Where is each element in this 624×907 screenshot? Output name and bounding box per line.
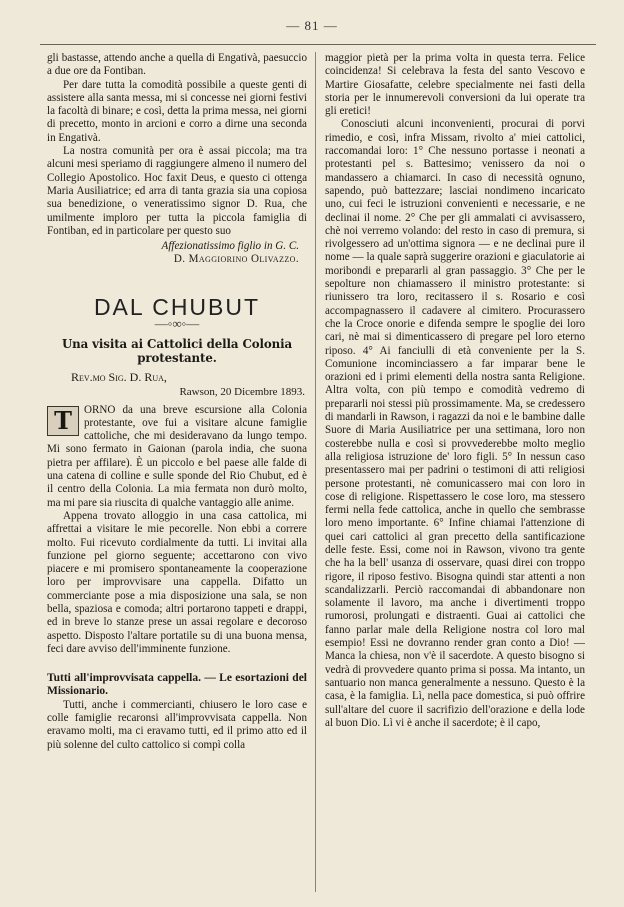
paragraph: Tutti, anche i commercianti, chiusero le loro case e colle famiglie recaronsi all'improvvisata cappella. Non eravamo molti, ma ci eravamo tutti, ed il primo atto ed il più solenne del culto cattolico si compì colla: [47, 698, 307, 751]
letter-signature: D. Maggiorino Olivazzo.: [173, 253, 299, 266]
paragraph: ORNO da una breve escursione alla Colonia protestante, ove fui a visitare alcune famiglie cattoliche, che mi desideravano da lungo tempo. Mi sono fermato in Gaionan (parola india, che suona pietra per affilare). È un piccolo e bel paese alle falde di una catena di colline e sulle sponde del Rio Chubut, ed è il centro della Colonia. La mia fermata non durò molto, ma mi pare sia riuscita di qualche vantaggio alle anime.: [47, 403, 307, 509]
right-column: [325, 52, 585, 898]
article-subheading: Tutti all'improvvisata cappella. — Le esortazioni del Missionario.: [47, 672, 307, 698]
dropcap-initial: T: [47, 406, 79, 436]
paragraph: Appena trovato alloggio in una casa cattolica, mi affrettai a visitare le mie pecorelle. Non ebbi a correre molto. Fui ricevuto cordialmente da tutti. Li invitai alla funzione pel giorno seguente; accettarono con vivo piacere e mi promisero spontaneamente la cooperazione loro per improvvisare una cappella. Difatto un commerciante pose a mia disposizione una sala, se non bella, spaziosa e comoda; altri portarono tappeti e drappi, ed in breve lo stanze prese un assai regolare e decoroso aspetto. Disposto l'altare portatile su di una buona mensa, feci dare avviso dell'imminente funzione.: [47, 509, 307, 655]
column-divider: [315, 52, 316, 892]
letter-signoff: Affezionatissimo figlio in G. C.: [161, 240, 299, 253]
section-title: DAL CHUBUT: [93, 293, 261, 320]
paragraph: maggior pietà per la prima volta in questa terra. Felice coincidenza! Si celebrava la festa del santo Vescovo e Martire Giosafatte, celebre specialmente nei fasti della storia per le innumerevoli conversioni da lui operate tra gli eretici!: [325, 52, 585, 118]
ornament-divider: —◦∞◦—: [154, 316, 200, 332]
paragraph: La nostra comunità per ora è assai piccola; ma tra alcuni mesi speriamo di raggiungere almeno il numero del Collegio Apostolico. Hoc faxit Deus, e questo ci ottenga Maria Ausiliatrice; ed arra di tanta grazia sia una copiosa sua benedizione, o veneratissimo signor D. Rua, che umilmente imploro per tutta la piccola famiglia di Fontiban, ed in particolare per questo suo: [47, 145, 307, 237]
letter-dateline: Rawson, 20 Dicembre 1893.: [179, 386, 305, 399]
left-column: [47, 52, 307, 898]
paragraph: gli bastasse, attendo anche a quella di Engativà, paesuccio a due ore da Fontiban.: [47, 52, 307, 78]
paragraph: Per dare tutta la comodità possibile a queste genti di assistere alla santa messa, mi si concesse nei giorni festivi la facoltà di binare; e così, detta la prima messa, nei giorni di precetto, monto in arcioni e corro a dirne una seconda in Engativà.: [47, 78, 307, 144]
article-subtitle: Una visita ai Cattolici della Colonia protestante.: [61, 337, 293, 365]
letter-address: Rev.mo Sig. D. Rua,: [71, 369, 167, 384]
header-rule: [40, 44, 596, 45]
paragraph: Conosciuti alcuni inconvenienti, procurai di porvi rimedio, e così, infra Missam, rivolto a' miei cattolici, raccomandai loro: 1° Che nessuno portasse i neonati a protestanti pel s. Battesimo; venissero da noi o mandassero a chiamarci. In caso di necessità ognuno, sapendo, può battezzare; lasciai nondimeno incaricato uno, cui feci le istruzioni convenienti e necessarie, e ne declinai il nome. 2° Che per gli ammalati ci avvisassero, chè noi verremo volando: del resto in caso di premura, si rivolgessero ad un'ottima signora — e ne declinai pure il nome — la quale saprà suggerire orazioni e giaculatorie ai moribondi e prepararli al gran passaggio. 3° Che per le sepolture non chiamassero il ministro protestante: si riunissero tra loro, recitassero il s. Rosario e così accompagnassero il cadavere al cimitero. Procurassero che la Croce onorie e difenda sempre le spoglie dei loro cari, nè mai si dimenticassero di pregare pel loro eterno riposo. 4° Ai fanciulli di età conveniente per la S. Comunione incominciassero a far imparar bene le orazioni ed i primi elementi della nostra santa Religione. Altra volta, con più tempo e comodità vedremo di prepararli noi stessi più prossimamente. Ma, se credessero di mandarli in Rawson, i ragazzi da noi e le bambine dalle Suore di Maria Ausiliatrice per una settimana, loro non costerebbe nulla e così si provvederebbe molto meglio alla religiosa istruzione de' loro figli. 5° In nessun caso presentassero mai per padrini o testimoni di atti religiosi persone protestanti, nè comunicassero mai con loro in cose di religione. Rispettassero le cose loro, ma stessero fermi nella fede cattolica, anche in quello che sembrasse loro meno importante. 6° Infine chiamai l'attenzione di quei cari cattolici al gran precetto della santificazione delle feste. Essi, come noi in Rawson, vivono tra gente che ha la bell' usanza di osservare, quasi direi con troppo rigore, il riposo festivo. Bisogna quindi star attenti a non scandalizzarli. Perciò raccomandai di abbandonare non solamente il lavoro, ma anche i divertimenti troppo rumorosi, prolungati e distraenti. Guai ai cattolici che fanno parlar male della Religione nostra col loro mal esempio! Essi ne dovranno render gran conto a Dio! — Manca la chiesa, non v'è il sacerdote. A questo bisogno si vedrà di provvedere quanto prima si possa. Ma intanto, un santuario non manca generalmente a nessuno. Questo è la casa, è la famiglia. Lì, nella pace domestica, si può offrire sull'altare del cuore il sacrifizio dell'orazione e della lode al buon Dio. Lì vi è anche il sacerdote; è il capo,: [325, 118, 585, 729]
page-number: — 81 —: [286, 18, 338, 33]
